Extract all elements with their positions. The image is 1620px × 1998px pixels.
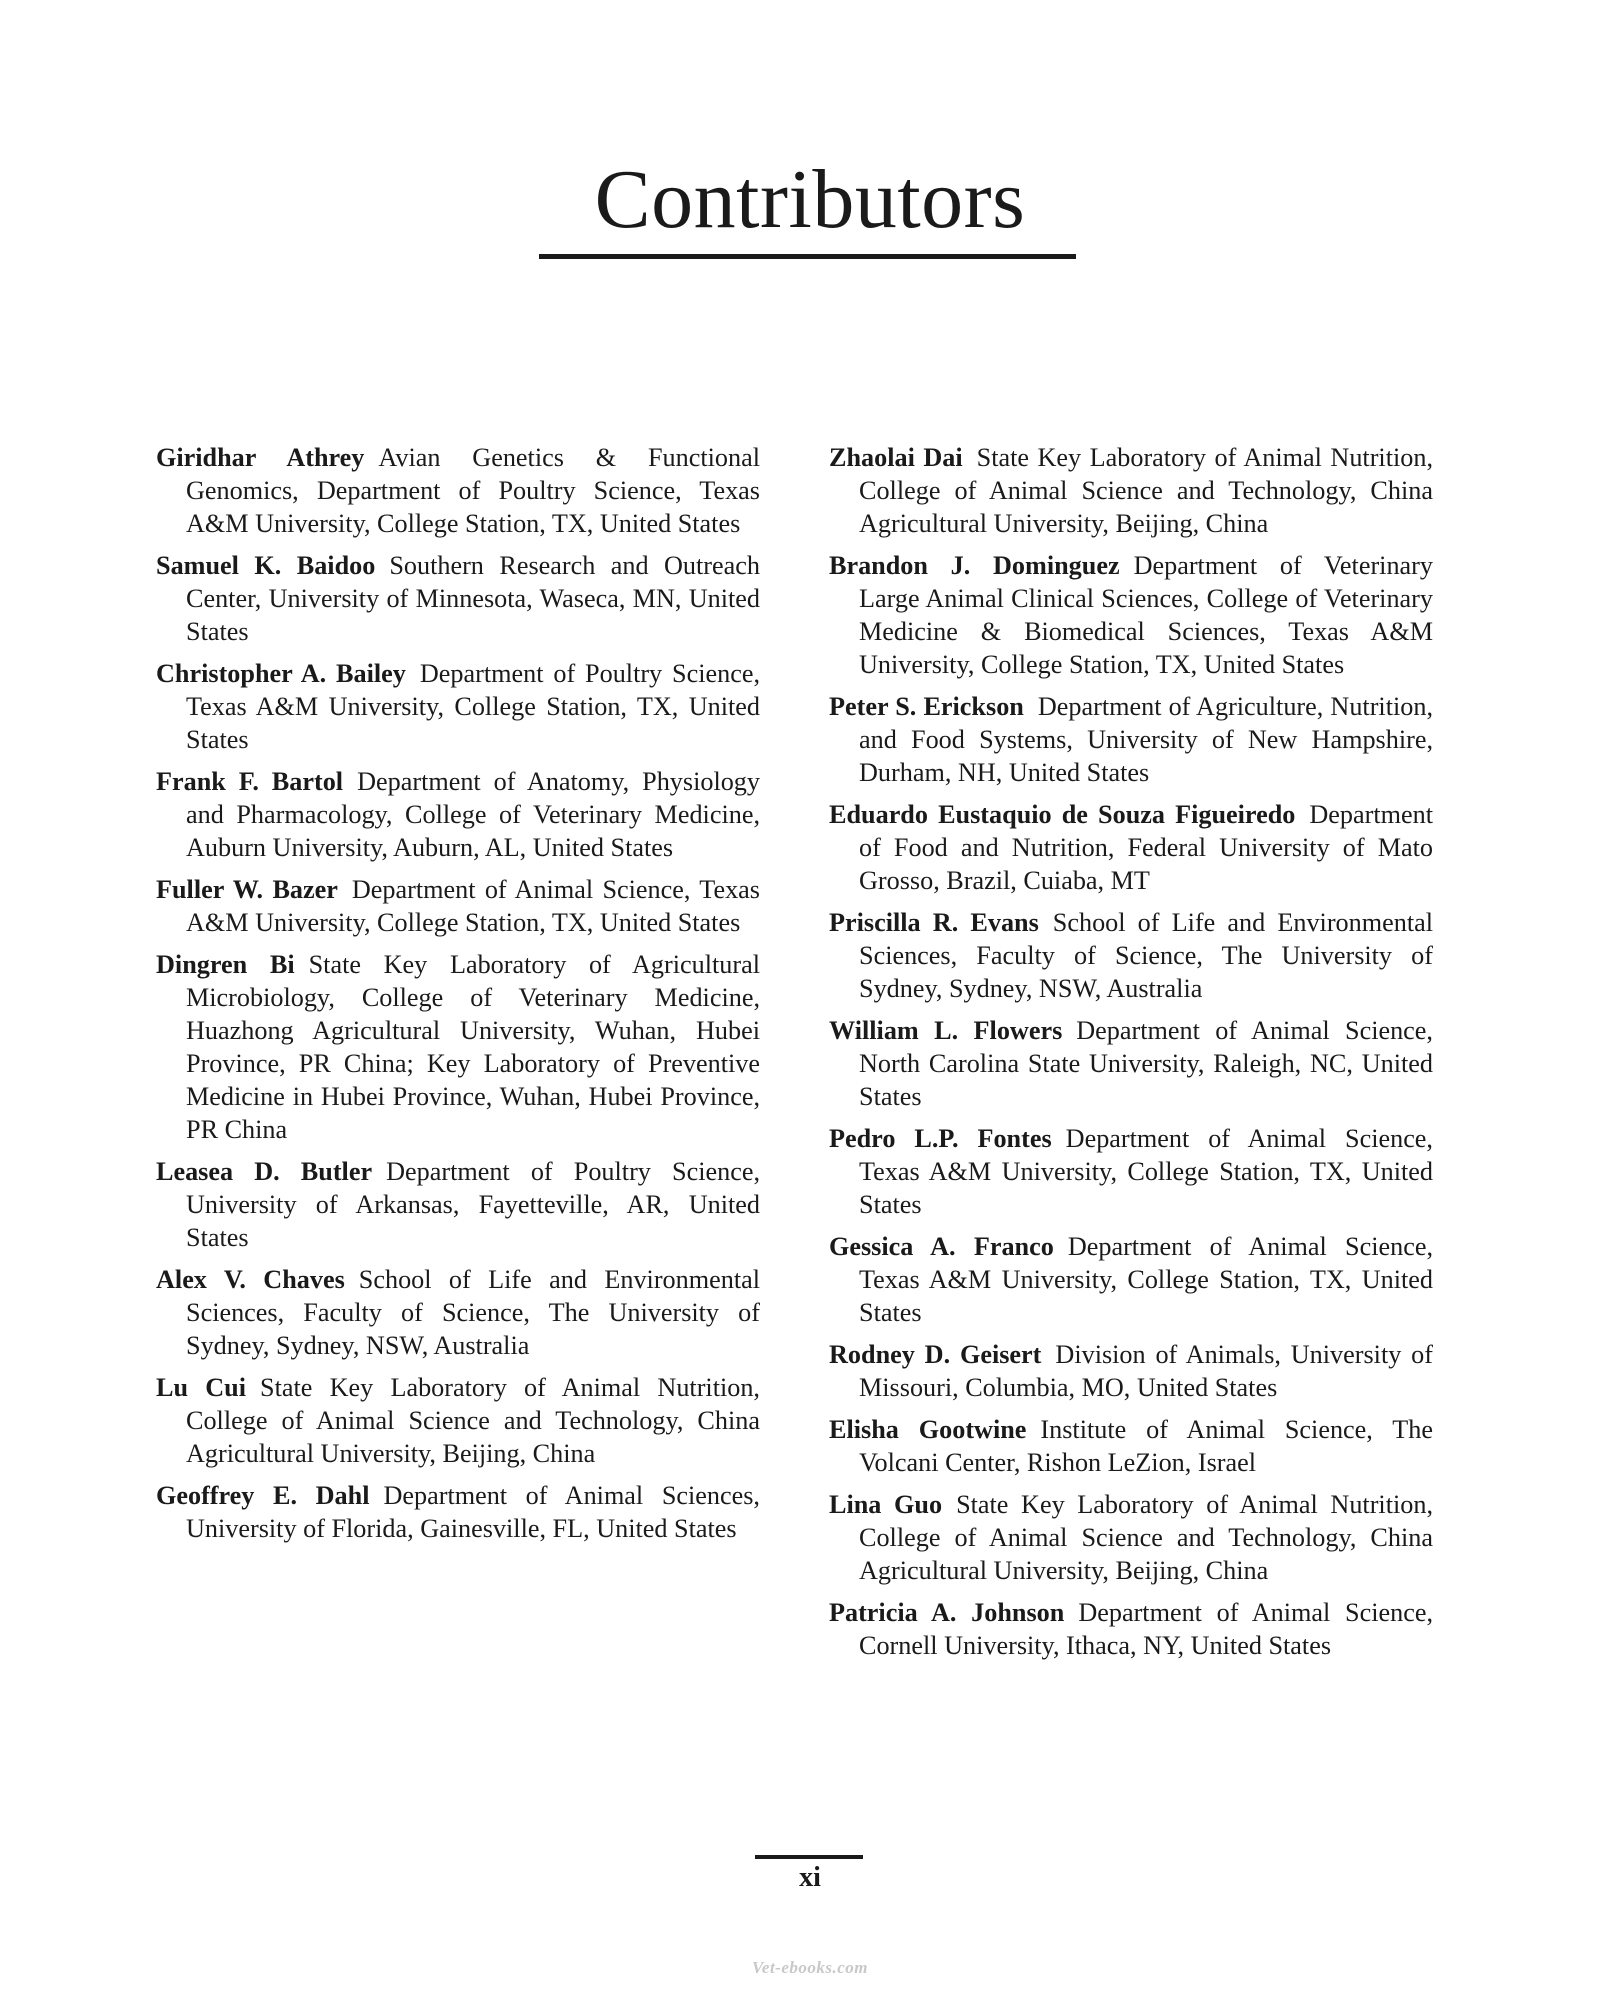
contributor-affiliation: Department of Animal Sciences, University of Florida, Gainesville, FL, United States (186, 1481, 760, 1543)
contributor-entry (156, 873, 760, 939)
contributor-name: Elisha Gootwine (829, 1415, 1027, 1444)
contributor-entry (829, 1338, 1433, 1404)
contributor-name: William L. Flowers (829, 1016, 1063, 1045)
contributor-name: Christopher A. Bailey (156, 659, 406, 688)
contributor-name: Peter S. Erickson (829, 692, 1024, 721)
contributor-affiliation: Department of Food and Nutrition, Federal University of Mato Grosso, Brazil, Cuiaba, MT (859, 800, 1433, 895)
contributor-entry (829, 441, 1433, 540)
contributor-entry (156, 1371, 760, 1470)
contributor-name: Brandon J. Dominguez (829, 551, 1120, 580)
contributor-affiliation: Department of Animal Science, Texas A&M University, College Station, TX, United States (186, 875, 760, 937)
contributor-entry (829, 906, 1433, 1005)
contributor-name: Patricia A. Johnson (829, 1598, 1065, 1627)
contributor-name: Lu Cui (156, 1373, 247, 1402)
contributor-affiliation: Southern Research and Outreach Center, University of Minnesota, Waseca, MN, United States (186, 551, 760, 646)
contributor-name: Rodney D. Geisert (829, 1340, 1042, 1369)
contributor-entry (829, 549, 1433, 681)
folio-rule (755, 1855, 863, 1859)
contributor-entry (829, 798, 1433, 897)
contributor-affiliation: Institute of Animal Science, The Volcani Center, Rishon LeZion, Israel (859, 1415, 1433, 1477)
contributor-name: Geoffrey E. Dahl (156, 1481, 370, 1510)
contributor-name: Eduardo Eustaquio de Souza Figueiredo (829, 800, 1296, 829)
contributor-name: Gessica A. Franco (829, 1232, 1054, 1261)
contributor-affiliation: Department of Animal Science, Cornell University, Ithaca, NY, United States (859, 1598, 1433, 1660)
contributor-affiliation: Department of Veterinary Large Animal Clinical Sciences, College of Veterinary Medicine & Biomedical Sciences, Texas A&M University, College Station, TX, United States (859, 551, 1433, 679)
contributor-name: Zhaolai Dai (829, 443, 963, 472)
contributor-name: Alex V. Chaves (156, 1265, 345, 1294)
contributor-name: Leasea D. Butler (156, 1157, 373, 1186)
contributor-affiliation: Department of Animal Science, Texas A&M University, College Station, TX, United States (859, 1232, 1433, 1327)
contributor-entry (156, 1263, 760, 1362)
contributor-name: Pedro L.P. Fontes (829, 1124, 1052, 1153)
contributor-name: Dingren Bi (156, 950, 295, 979)
contributors-column-right (829, 441, 1433, 1671)
contributor-affiliation: State Key Laboratory of Animal Nutrition, College of Animal Science and Technology, China Agricultural University, Beijing, China (186, 1373, 760, 1468)
contributor-affiliation: Department of Animal Science, Texas A&M University, College Station, TX, United States (859, 1124, 1433, 1219)
contributor-name: Giridhar Athrey (156, 443, 365, 472)
title-underline (539, 254, 1076, 259)
contributor-affiliation: Avian Genetics & Functional Genomics, Department of Poultry Science, Texas A&M University, College Station, TX, United States (186, 443, 760, 538)
watermark-logo: Vet-ebooks.com (751, 1958, 869, 1977)
contributor-affiliation: Division of Animals, University of Missouri, Columbia, MO, United States (859, 1340, 1433, 1402)
contributor-entry (829, 1230, 1433, 1329)
contributor-entry (156, 441, 760, 540)
page-number: xi (799, 1862, 821, 1893)
contributor-affiliation: Department of Poultry Science, Texas A&M University, College Station, TX, United States (186, 659, 760, 754)
contributor-affiliation: Department of Anatomy, Physiology and Pharmacology, College of Veterinary Medicine, Auburn University, Auburn, AL, United States (186, 767, 760, 862)
contributor-affiliation: School of Life and Environmental Sciences, Faculty of Science, The University of Sydney, Sydney, NSW, Australia (859, 908, 1433, 1003)
contributor-affiliation: School of Life and Environmental Sciences, Faculty of Science, The University of Sydney, Sydney, NSW, Australia (186, 1265, 760, 1360)
contributor-affiliation: Department of Poultry Science, University of Arkansas, Fayetteville, AR, United States (186, 1157, 760, 1252)
contributor-affiliation: State Key Laboratory of Animal Nutrition, College of Animal Science and Technology, China Agricultural University, Beijing, China (859, 1490, 1433, 1585)
contributor-entry (156, 765, 760, 864)
contributor-name: Samuel K. Baidoo (156, 551, 376, 580)
contributor-name: Priscilla R. Evans (829, 908, 1039, 937)
contributor-entry (829, 690, 1433, 789)
contributors-column-left (156, 441, 760, 1554)
contributor-name: Fuller W. Bazer (156, 875, 338, 904)
page-title: Contributors (594, 153, 1026, 246)
contributor-affiliation: Department of Animal Science, North Carolina State University, Raleigh, NC, United States (859, 1016, 1433, 1111)
contributor-entry (156, 549, 760, 648)
contributor-affiliation: State Key Laboratory of Animal Nutrition, College of Animal Science and Technology, China Agricultural University, Beijing, China (859, 443, 1433, 538)
contributor-entry (156, 1479, 760, 1545)
contributor-entry (829, 1596, 1433, 1662)
contributor-entry (156, 1155, 760, 1254)
contributor-entry (829, 1014, 1433, 1113)
contributor-name: Lina Guo (829, 1490, 943, 1519)
contributor-name: Frank F. Bartol (156, 767, 344, 796)
contributor-entry (829, 1488, 1433, 1587)
contributor-affiliation: State Key Laboratory of Agricultural Microbiology, College of Veterinary Medicine, Huazhong Agricultural University, Wuhan, Hubei Province, PR China; Key Laboratory of Preventive Medicine in Hubei Province, Wuhan, Hubei Province, PR China (186, 950, 760, 1144)
contributor-entry (829, 1122, 1433, 1221)
contributor-entry (156, 948, 760, 1146)
contributor-entry (829, 1413, 1433, 1479)
contributor-affiliation: Department of Agriculture, Nutrition, and Food Systems, University of New Hampshire, Durham, NH, United States (859, 692, 1433, 787)
contributor-entry (156, 657, 760, 756)
